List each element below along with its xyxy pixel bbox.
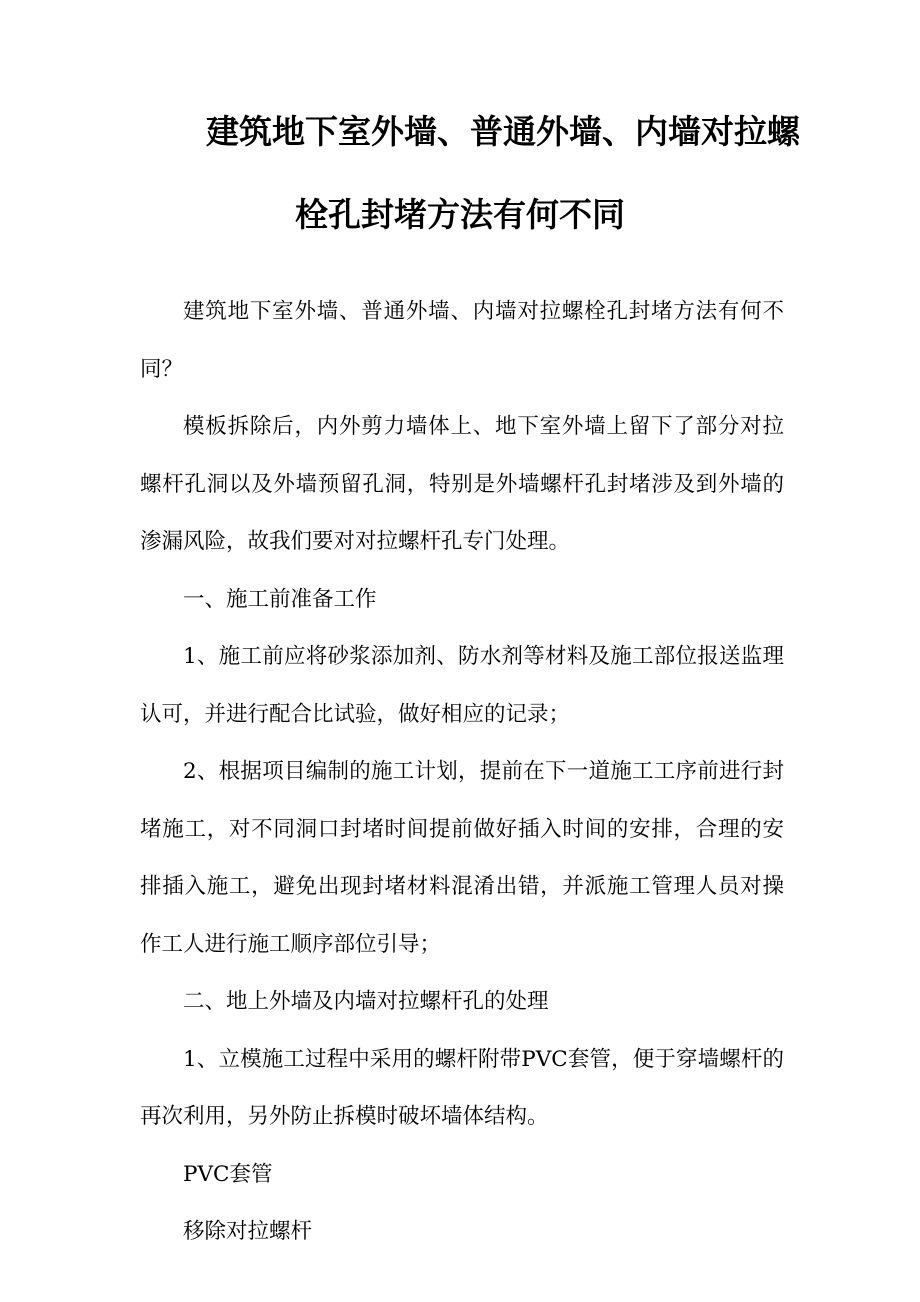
section-heading-wall-holes: 二、地上外墙及内墙对拉螺杆孔的处理 [183,989,549,1014]
document-title-line-2: 栓孔封堵方法有何不同 [295,195,625,234]
paragraph-question: 建筑地下室外墙、普通外墙、内墙对拉螺栓孔封堵方法有何不同？ [140,299,784,382]
document-body [140,283,784,1261]
paragraph-wall-holes-1: 1、立模施工过程中采用的螺杆附带PVC套管，便于穿墙螺杆的再次利用，另外防止拆模时破坏墙体结构。 [140,1046,784,1129]
document-title-line-1: 建筑地下室外墙、普通外墙、内墙对拉螺 [206,112,800,151]
caption-remove-tie-rod: 移除对拉螺杆 [183,1219,313,1244]
paragraph-intro: 模板拆除后，内外剪力墙体上、地下室外墙上留下了部分对拉螺杆孔洞以及外墙预留孔洞，特别是外墙螺杆孔封堵涉及到外墙的渗漏风险，故我们要对对拉螺杆孔专门处理。 [140,414,784,554]
paragraph-preparation-1: 1、施工前应将砂浆添加剂、防水剂等材料及施工部位报送监理认可，并进行配合比试验，做好相应的记录； [140,644,784,727]
paragraph-preparation-2: 2、根据项目编制的施工计划，提前在下一道施工工序前进行封堵施工，对不同洞口封堵时间提前做好插入时间的安排，合理的安排插入施工，避免出现封堵材料混淆出错，并派施工管理人员对操作工人进行施工顺序部位引导； [140,759,784,957]
caption-pvc-sleeve: PVC套管 [183,1161,273,1187]
section-heading-preparation: 一、施工前准备工作 [183,586,377,612]
